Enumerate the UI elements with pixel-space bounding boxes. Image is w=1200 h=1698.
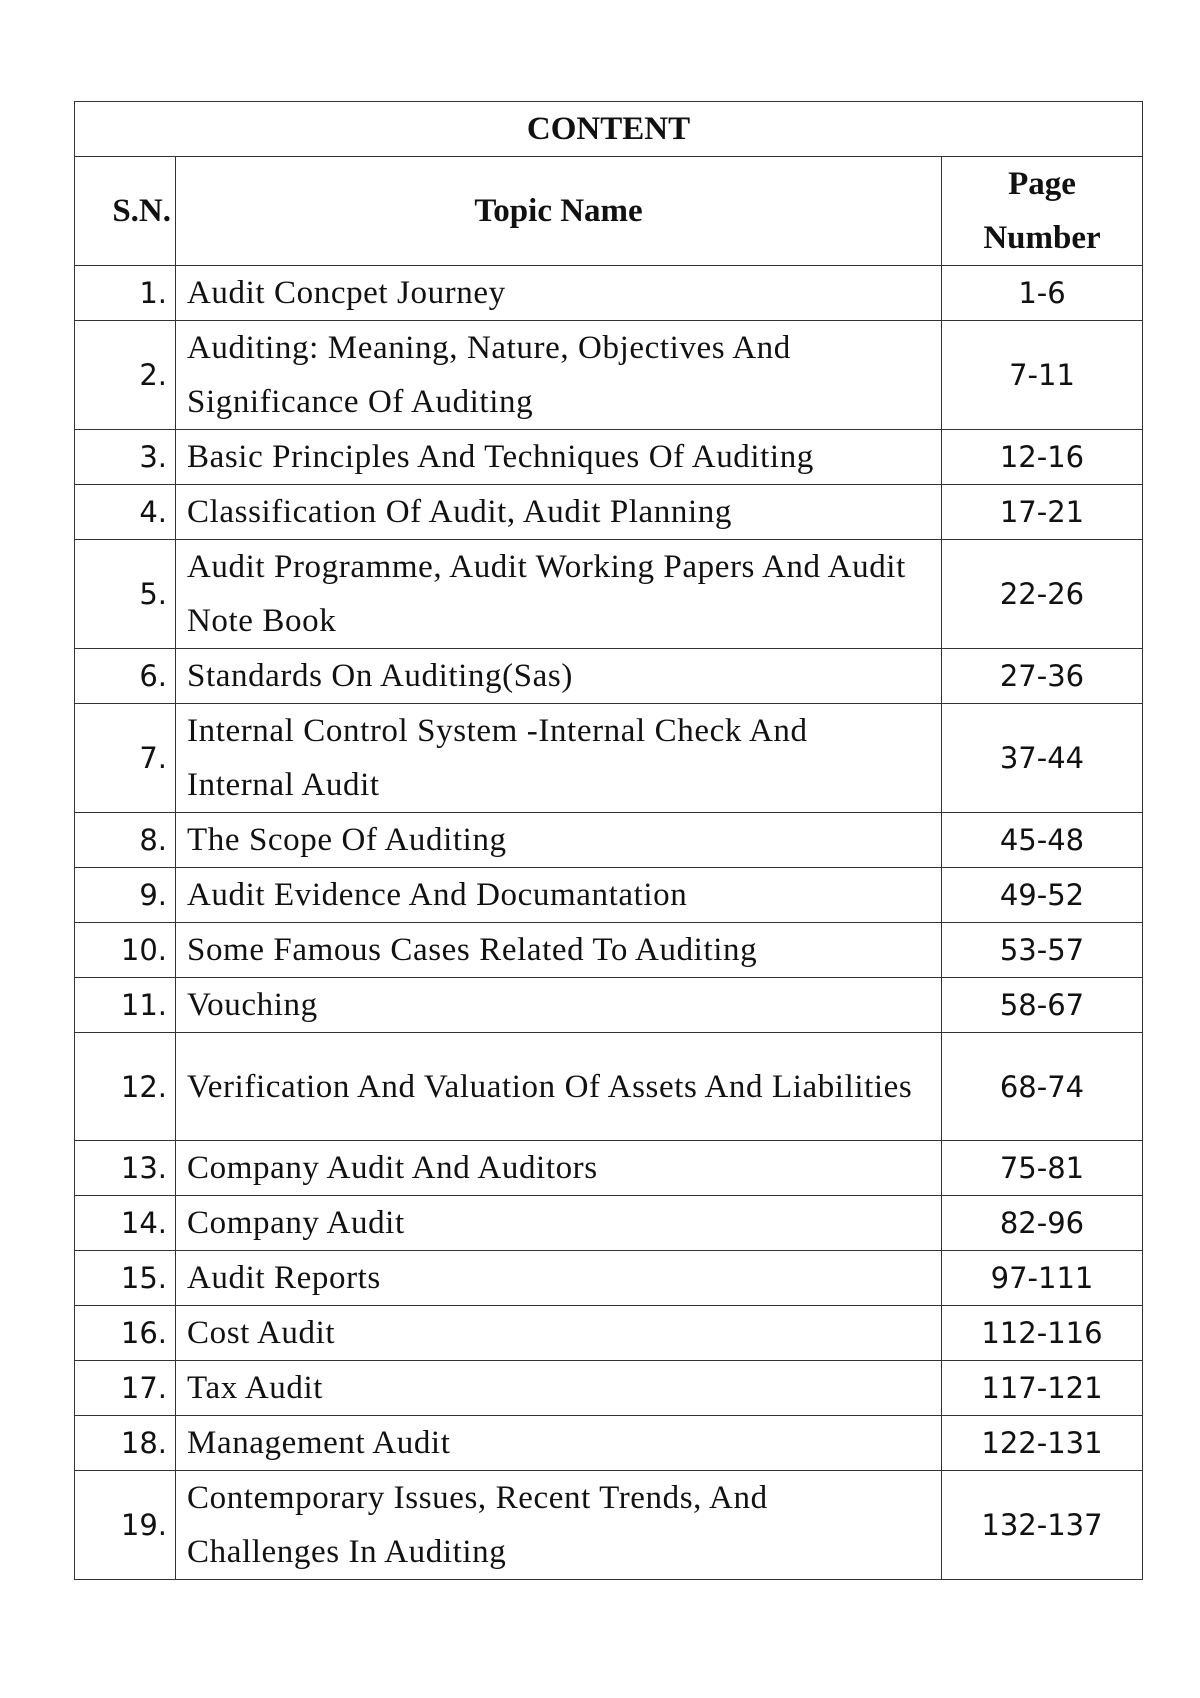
row-pages: 17-21 <box>942 485 1143 540</box>
table-row <box>75 1141 1143 1196</box>
row-sn: 5. <box>75 540 176 649</box>
table-row <box>75 485 1143 540</box>
row-pages: 58-67 <box>942 978 1143 1033</box>
row-sn: 15. <box>75 1251 176 1306</box>
row-topic: Auditing: Meaning, Nature, Objectives And Significance Of Auditing <box>176 321 942 430</box>
row-topic: Company Audit <box>176 1196 942 1251</box>
table-row <box>75 1196 1143 1251</box>
row-sn: 14. <box>75 1196 176 1251</box>
row-pages: 27-36 <box>942 649 1143 704</box>
row-pages: 112-116 <box>942 1306 1143 1361</box>
header-sn: S.N. <box>75 157 176 266</box>
table-row <box>75 649 1143 704</box>
row-topic: The Scope Of Auditing <box>176 813 942 868</box>
row-sn: 4. <box>75 485 176 540</box>
row-topic: Classification Of Audit, Audit Planning <box>176 485 942 540</box>
table-row <box>75 1416 1143 1471</box>
row-sn: 16. <box>75 1306 176 1361</box>
row-sn: 7. <box>75 704 176 813</box>
table-row <box>75 704 1143 813</box>
row-sn: 10. <box>75 923 176 978</box>
row-pages: 7-11 <box>942 321 1143 430</box>
table-row <box>75 266 1143 321</box>
row-topic: Vouching <box>176 978 942 1033</box>
row-sn: 11. <box>75 978 176 1033</box>
row-sn: 19. <box>75 1471 176 1580</box>
table-row <box>75 813 1143 868</box>
row-sn: 13. <box>75 1141 176 1196</box>
table-row <box>75 1471 1143 1580</box>
row-topic: Tax Audit <box>176 1361 942 1416</box>
row-pages: 122-131 <box>942 1416 1143 1471</box>
row-pages: 75-81 <box>942 1141 1143 1196</box>
table-row <box>75 868 1143 923</box>
row-topic: Internal Control System -Internal Check And Internal Audit <box>176 704 942 813</box>
row-topic: Audit Concpet Journey <box>176 266 942 321</box>
row-topic: Contemporary Issues, Recent Trends, And Challenges In Auditing <box>176 1471 942 1580</box>
row-pages: 22-26 <box>942 540 1143 649</box>
title-row <box>75 102 1143 157</box>
row-topic: Standards On Auditing(Sas) <box>176 649 942 704</box>
header-topic-name: Topic Name <box>176 157 942 266</box>
table-row <box>75 1306 1143 1361</box>
row-pages: 97-111 <box>942 1251 1143 1306</box>
row-topic: Cost Audit <box>176 1306 942 1361</box>
row-pages: 1-6 <box>942 266 1143 321</box>
row-pages: 68-74 <box>942 1033 1143 1141</box>
row-sn: 1. <box>75 266 176 321</box>
row-sn: 9. <box>75 868 176 923</box>
content-table <box>74 101 1143 1580</box>
table-row <box>75 1361 1143 1416</box>
row-sn: 8. <box>75 813 176 868</box>
row-pages: 49-52 <box>942 868 1143 923</box>
row-sn: 6. <box>75 649 176 704</box>
header-page-line1: Page <box>1008 166 1076 202</box>
table-row <box>75 1251 1143 1306</box>
row-topic: Audit Evidence And Documantation <box>176 868 942 923</box>
table-row <box>75 321 1143 430</box>
content-title: CONTENT <box>75 102 1143 157</box>
row-topic: Management Audit <box>176 1416 942 1471</box>
row-pages: 37-44 <box>942 704 1143 813</box>
row-topic: Basic Principles And Techniques Of Auditing <box>176 430 942 485</box>
table-row <box>75 430 1143 485</box>
row-topic: Audit Reports <box>176 1251 942 1306</box>
row-sn: 12. <box>75 1033 176 1141</box>
row-sn: 18. <box>75 1416 176 1471</box>
header-page-line2: Number <box>983 220 1101 256</box>
table-row <box>75 1033 1143 1141</box>
row-pages: 82-96 <box>942 1196 1143 1251</box>
row-pages: 12-16 <box>942 430 1143 485</box>
row-pages: 132-137 <box>942 1471 1143 1580</box>
table-row <box>75 978 1143 1033</box>
row-topic: Company Audit And Auditors <box>176 1141 942 1196</box>
table-row <box>75 540 1143 649</box>
header-page-number <box>942 157 1143 266</box>
table-row <box>75 923 1143 978</box>
row-topic: Some Famous Cases Related To Auditing <box>176 923 942 978</box>
row-pages: 45-48 <box>942 813 1143 868</box>
row-topic: Audit Programme, Audit Working Papers And Audit Note Book <box>176 540 942 649</box>
row-pages: 53-57 <box>942 923 1143 978</box>
row-sn: 2. <box>75 321 176 430</box>
row-topic: Verification And Valuation Of Assets And Liabilities <box>176 1033 942 1141</box>
header-row <box>75 157 1143 266</box>
row-pages: 117-121 <box>942 1361 1143 1416</box>
row-sn: 17. <box>75 1361 176 1416</box>
row-sn: 3. <box>75 430 176 485</box>
